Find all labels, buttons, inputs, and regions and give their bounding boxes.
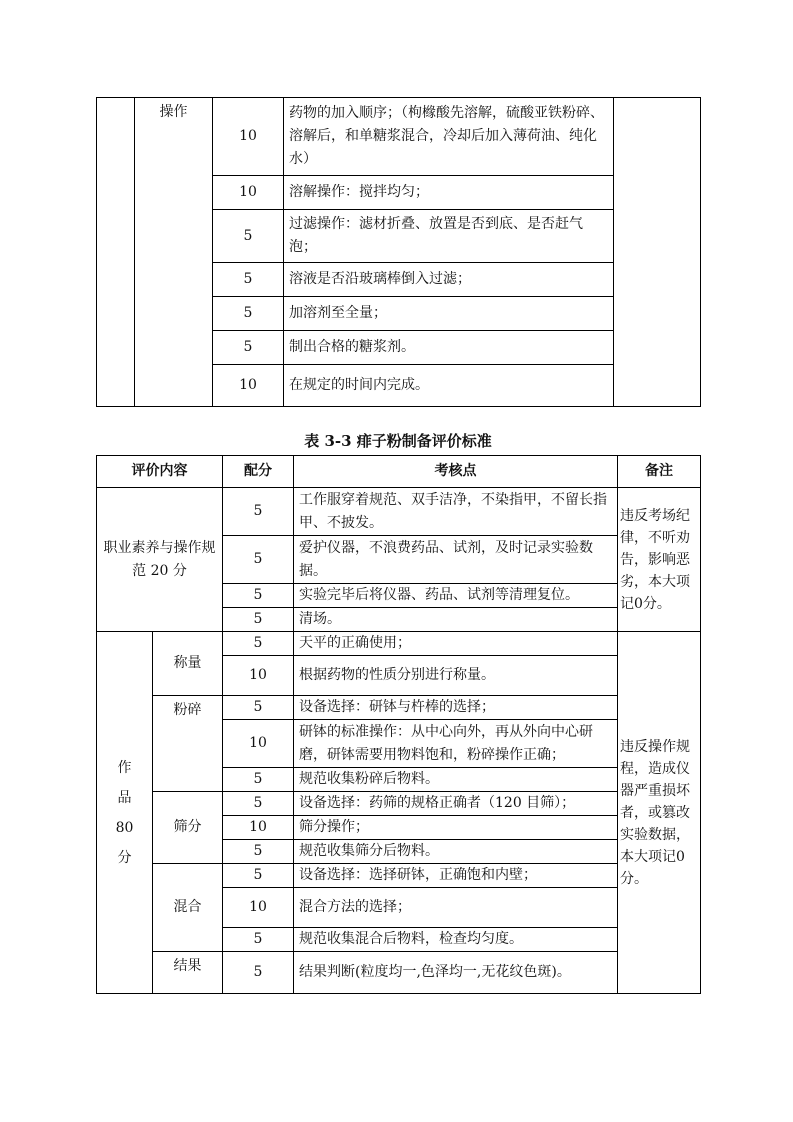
point-cell: 爱护仪器，不浪费药品、试剂，及时记录实验数据。 [294,536,618,584]
table1-point: 在规定的时间内完成。 [284,365,614,407]
powder-evaluation-table [96,455,701,994]
section-product-label [97,632,153,994]
score-cell: 5 [223,608,294,632]
point-cell: 筛分操作； [294,816,618,840]
group-sieving: 筛分 [153,792,223,864]
table1-point: 溶解操作：搅拌均匀； [284,176,614,210]
section-professional-label: 职业素养与操作规范 20 分 [97,488,223,632]
point-cell: 清场。 [294,608,618,632]
header-remark: 备注 [618,456,701,488]
table1-score: 5 [213,210,284,263]
point-cell: 混合方法的选择； [294,888,618,928]
point-cell: 天平的正确使用； [294,632,618,656]
header-point: 考核点 [294,456,618,488]
point-cell: 设备选择：选择研钵，正确饱和内壁； [294,864,618,888]
group-result: 结果 [153,952,223,994]
score-cell: 5 [223,840,294,864]
header-content: 评价内容 [97,456,223,488]
operation-criteria-table [96,97,701,407]
score-cell: 5 [223,864,294,888]
score-cell: 10 [223,888,294,928]
score-cell: 10 [223,656,294,696]
table1-score: 5 [213,297,284,331]
point-cell: 规范收集粉碎后物料。 [294,768,618,792]
label-char: 分 [117,849,132,866]
table-caption: 表 3-3 痱子粉制备评价标准 [304,432,492,450]
table1-blank-col [97,98,135,407]
table1-point: 制出合格的糖浆剂。 [284,331,614,365]
score-cell: 5 [223,488,294,536]
score-cell: 5 [223,584,294,608]
table1-category: 操作 [135,98,213,407]
label-char: 作 [117,759,132,776]
point-cell: 规范收集筛分后物料。 [294,840,618,864]
score-cell: 5 [223,928,294,952]
score-cell: 5 [223,536,294,584]
score-cell: 5 [223,952,294,994]
score-cell: 5 [223,696,294,720]
table1-point: 溶液是否沿玻璃棒倒入过滤； [284,263,614,297]
point-cell: 结果判断(粒度均一,色泽均一,无花纹色斑)。 [294,952,618,994]
table1-score: 10 [213,98,284,176]
section1-remark: 违反考场纪律，不听劝告，影响恶劣，本大项记0分。 [618,488,701,632]
label-char: 80 [115,819,134,836]
point-cell: 设备选择：研钵与杵棒的选择； [294,696,618,720]
table1-point: 加溶剂至全量； [284,297,614,331]
section2-remark: 违反操作规程，造成仪器严重损坏者，或篡改实验数据，本大项记0分。 [618,632,701,994]
table1-point: 药物的加入顺序；（枸橼酸先溶解，硫酸亚铁粉碎、溶解后，和单糖浆混合，冷却后加入薄荷油、纯化水） [284,98,614,176]
header-score: 配分 [223,456,294,488]
table1-score: 10 [213,176,284,210]
table1-score: 10 [213,365,284,407]
table1-point: 过滤操作：滤材折叠、放置是否到底、是否赶气泡； [284,210,614,263]
group-crushing: 粉碎 [153,696,223,792]
table1-score: 5 [213,331,284,365]
table1-score: 5 [213,263,284,297]
point-cell: 设备选择：药筛的规格正确者（120 目筛）； [294,792,618,816]
score-cell: 10 [223,816,294,840]
score-cell: 5 [223,768,294,792]
group-mixing: 混合 [153,864,223,952]
point-cell: 规范收集混合后物料，检查均匀度。 [294,928,618,952]
point-cell: 实验完毕后将仪器、药品、试剂等清理复位。 [294,584,618,608]
group-weighing: 称量 [153,632,223,696]
score-cell: 10 [223,720,294,768]
point-cell: 研钵的标准操作：从中心向外，再从外向中心研磨，研钵需要用物料饱和，粉碎操作正确； [294,720,618,768]
label-char: 品 [117,789,132,806]
score-cell: 5 [223,632,294,656]
point-cell: 根据药物的性质分别进行称量。 [294,656,618,696]
score-cell: 5 [223,792,294,816]
table1-remark [614,98,701,407]
point-cell: 工作服穿着规范、双手洁净，不染指甲，不留长指甲、不披发。 [294,488,618,536]
